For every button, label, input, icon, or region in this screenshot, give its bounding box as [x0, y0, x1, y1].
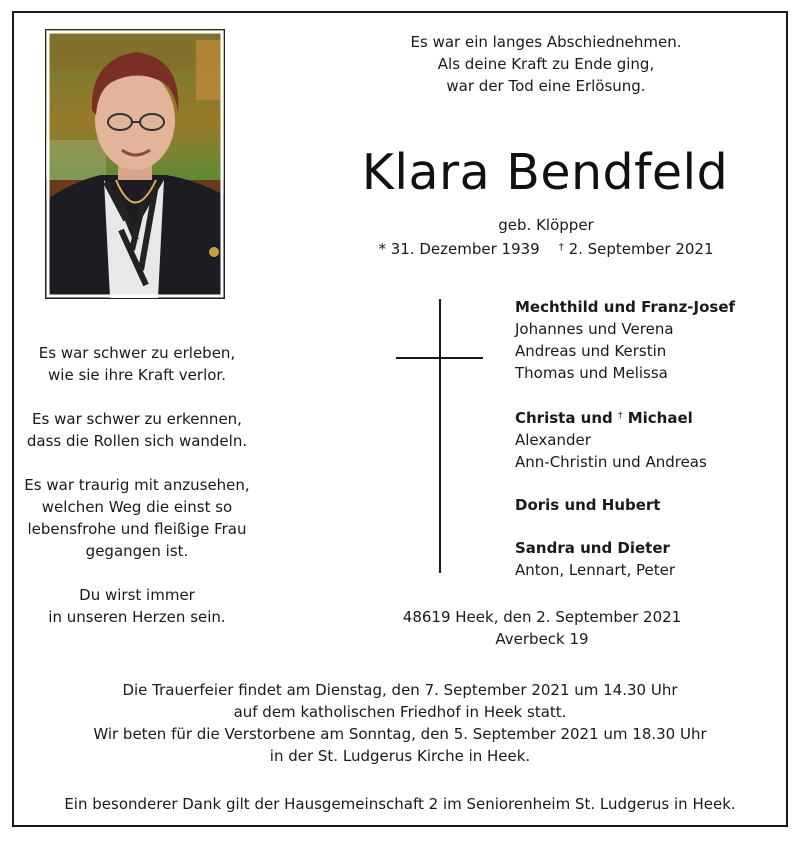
cross-icon-bar	[396, 357, 483, 359]
life-dates	[372, 237, 720, 260]
service-line: Wir beten für die Verstorbene am Sonntag, den 5. September 2021 um 18.30 Uhr	[93, 725, 707, 743]
service-info	[40, 679, 760, 767]
poem-stanza	[22, 584, 252, 628]
quote-line: Es war ein langes Abschiednehmen.	[410, 33, 682, 51]
poem-line: dass die Rollen sich wandeln.	[26, 432, 248, 450]
death-cross-icon: †	[558, 242, 564, 253]
poem-line: lebensfrohe und fleißige Frau	[27, 520, 247, 538]
cross-icon	[439, 299, 441, 573]
family-group-head	[515, 405, 775, 429]
family-member: Thomas und Melissa	[515, 364, 668, 382]
deceased-name: Klara Bendfeld	[361, 144, 729, 201]
poem-stanza	[22, 474, 252, 562]
poem-line: gegangen ist.	[85, 542, 189, 560]
poem-line: Es war schwer zu erleben,	[38, 344, 236, 362]
family-group	[515, 405, 775, 473]
poem-stanza	[22, 408, 252, 452]
service-line: Die Trauerfeier findet am Dienstag, den 7. September 2021 um 14.30 Uhr	[122, 681, 678, 699]
address-line: Averbeck 19	[495, 630, 589, 648]
place-and-date	[372, 606, 712, 650]
family-member: Johannes und Verena	[515, 320, 674, 338]
poem-line: welchen Weg die einst so	[41, 498, 233, 516]
family-group	[515, 537, 775, 581]
family-member: Alexander	[515, 431, 591, 449]
family-group-head: Doris und Hubert	[515, 496, 661, 514]
portrait-photo	[45, 29, 225, 299]
poem	[22, 342, 252, 650]
family-group	[515, 494, 775, 516]
poem-line: Du wirst immer	[79, 586, 195, 604]
birth-date: * 31. Dezember 1939	[378, 240, 540, 258]
birth-name: geb. Klöpper	[498, 216, 594, 234]
poem-line: wie sie ihre Kraft verlor.	[48, 366, 226, 384]
quote-line: war der Tod eine Erlösung.	[446, 77, 646, 95]
service-line: auf dem katholischen Friedhof in Heek statt.	[233, 703, 567, 721]
family-head-part: Christa und	[515, 409, 618, 427]
place-line: 48619 Heek, den 2. September 2021	[402, 608, 682, 626]
service-line: in der St. Ludgerus Kirche in Heek.	[269, 747, 531, 765]
quote-line: Als deine Kraft zu Ende ging,	[437, 55, 655, 73]
death-cross-icon: †	[618, 411, 623, 421]
family-group-head: Mechthild und Franz-Josef	[515, 298, 736, 316]
family-member: Ann-Christin und Andreas	[515, 453, 707, 471]
family-member: Andreas und Kerstin	[515, 342, 667, 360]
portrait-photo-icon	[46, 30, 224, 298]
opening-quote	[372, 31, 720, 97]
poem-line: Es war traurig mit anzusehen,	[24, 476, 250, 494]
family-group-head: Sandra und Dieter	[515, 539, 670, 557]
death-date: 2. September 2021	[568, 240, 714, 258]
family-head-part: Michael	[622, 409, 693, 427]
family-list	[515, 296, 775, 602]
poem-line: in unseren Herzen sein.	[48, 608, 226, 626]
family-group	[515, 296, 775, 384]
poem-stanza	[22, 342, 252, 386]
poem-line: Es war schwer zu erkennen,	[32, 410, 242, 428]
family-member: Anton, Lennart, Peter	[515, 561, 675, 579]
thanks-note: Ein besonderer Dank gilt der Hausgemeinschaft 2 im Seniorenheim St. Ludgerus in Heek.	[64, 795, 736, 813]
